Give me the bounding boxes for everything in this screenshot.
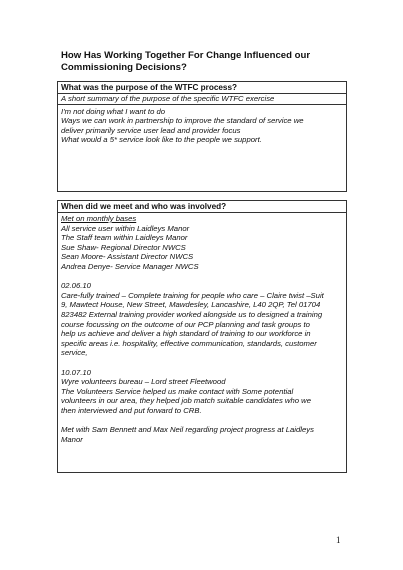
meeting-line: help us achieve and deliver a high standard of training to our workforce in	[61, 329, 311, 339]
document-title	[61, 50, 361, 73]
meeting-line: Met with Sam Bennett and Max Neil regarding project progress at Laidleys	[61, 425, 314, 435]
meeting-line: Manor	[61, 434, 83, 444]
meeting-date: 10.07.10	[61, 367, 91, 377]
meeting-line: then interviewed and put forward to CRB.	[61, 405, 202, 415]
meetings-heading: When did we meet and who was involved?	[58, 201, 346, 213]
meeting-line: specific areas i.e. hospitality, effective communication, standards, customer	[61, 338, 317, 348]
purpose-line: Ways we can work in partnership to improve the standard of service we	[61, 116, 304, 126]
participant-line: The Staff team within Laidleys Manor	[61, 233, 188, 243]
meetings-body	[58, 213, 346, 444]
purpose-heading: What was the purpose of the WTFC process?	[58, 82, 346, 94]
purpose-line: I'm not doing what I want to do	[61, 106, 166, 116]
purpose-line: What would a 5* service look like to the people we support.	[61, 135, 262, 145]
meeting-line: Wyre volunteers bureau – Lord street Fleetwood	[61, 377, 226, 387]
page-number: 1	[336, 535, 341, 545]
participant-line: Sue Shaw- Regional Director NWCS	[61, 242, 186, 252]
meeting-date: 02.06.10	[61, 281, 91, 291]
meeting-line: volunteers in our area, they helped job match suitable candidates who we	[61, 396, 311, 406]
purpose-subheading: A short summary of the purpose of the specific WTFC exercise	[58, 94, 346, 105]
meetings-section	[57, 200, 347, 473]
purpose-section	[57, 81, 347, 192]
meeting-line: service,	[61, 348, 88, 358]
participant-line: Sean Moore- Assistant Director NWCS	[61, 252, 194, 262]
meeting-line: course focussing on the outcome of our PCP planning and task groups to	[61, 319, 310, 329]
participant-line: Andrea Denye- Service Manager NWCS	[61, 261, 199, 271]
purpose-body	[58, 105, 346, 145]
meeting-line: 9, Mawtect House, New Street, Mawdesley, Lancashire, L40 2QP, Tel 01704	[61, 300, 321, 310]
title-line: Commissioning Decisions?	[61, 61, 187, 73]
meeting-line: The Volunteers Service helped us make contact with Some potential	[61, 386, 294, 396]
meeting-line: Care-fully trained – Complete training for people who care – Claire twist –Suit	[61, 290, 324, 300]
meeting-frequency: Met on monthly bases	[61, 214, 137, 223]
meeting-line: 823482 External training provider worked alongside us to designed a training	[61, 309, 323, 319]
title-line: How Has Working Together For Change Influenced our	[61, 50, 311, 61]
participant-line: All service user within Laidleys Manor	[61, 223, 190, 233]
purpose-line: deliver primarily service user lead and provider focus	[61, 125, 241, 135]
